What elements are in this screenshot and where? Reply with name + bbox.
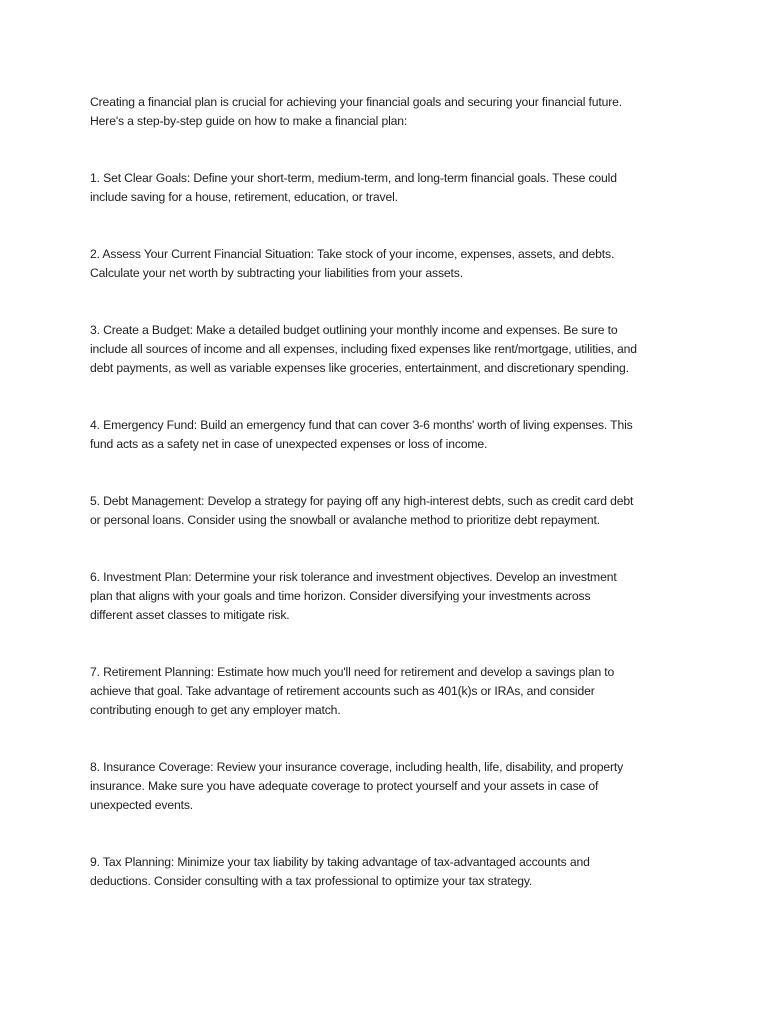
paragraph-line: Here's a step-by-step guide on how to make a financial plan:: [90, 114, 408, 128]
step-paragraph-2: [90, 245, 690, 283]
paragraph-line: different asset classes to mitigate risk.: [90, 608, 290, 622]
step-paragraph-1: [90, 169, 690, 207]
step-paragraph-5: [90, 492, 690, 530]
step-paragraph-8: [90, 758, 690, 815]
paragraph-line: 8. Insurance Coverage: Review your insurance coverage, including health, life, disability, and property: [90, 760, 624, 774]
paragraph-line: Creating a financial plan is crucial for achieving your financial goals and securing your financial future.: [90, 95, 623, 109]
step-paragraph-7: [90, 663, 690, 720]
paragraph-line: achieve that goal. Take advantage of retirement accounts such as 401(k)s or IRAs, and consider: [90, 684, 595, 698]
paragraph-line: fund acts as a safety net in case of unexpected expenses or loss of income.: [90, 437, 488, 451]
paragraph-line: or personal loans. Consider using the snowball or avalanche method to prioritize debt repayment.: [90, 513, 600, 527]
paragraph-line: 5. Debt Management: Develop a strategy for paying off any high-interest debts, such as credit card debt: [90, 494, 634, 508]
step-paragraph-9: [90, 853, 690, 891]
paragraph-line: 7. Retirement Planning: Estimate how much you'll need for retirement and develop a savings plan to: [90, 665, 615, 679]
intro-paragraph: [90, 93, 690, 131]
paragraph-line: contributing enough to get any employer match.: [90, 703, 341, 717]
paragraph-line: deductions. Consider consulting with a tax professional to optimize your tax strategy.: [90, 874, 533, 888]
paragraph-line: Calculate your net worth by subtracting your liabilities from your assets.: [90, 266, 463, 280]
paragraph-line: unexpected events.: [90, 798, 194, 812]
document-body: [90, 93, 690, 929]
paragraph-line: insurance. Make sure you have adequate coverage to protect yourself and your assets in case of: [90, 779, 599, 793]
paragraph-line: 6. Investment Plan: Determine your risk tolerance and investment objectives. Develop an investment: [90, 570, 617, 584]
paragraph-line: 4. Emergency Fund: Build an emergency fund that can cover 3-6 months' worth of living expenses. This: [90, 418, 633, 432]
paragraph-line: include saving for a house, retirement, education, or travel.: [90, 190, 398, 204]
step-paragraph-4: [90, 416, 690, 454]
paragraph-line: debt payments, as well as variable expenses like groceries, entertainment, and discretionary spending.: [90, 361, 629, 375]
paragraph-line: 1. Set Clear Goals: Define your short-term, medium-term, and long-term financial goals. These could: [90, 171, 617, 185]
step-paragraph-3: [90, 321, 690, 378]
paragraph-line: plan that aligns with your goals and time horizon. Consider diversifying your investments across: [90, 589, 591, 603]
paragraph-line: 2. Assess Your Current Financial Situation: Take stock of your income, expenses, assets, and debts.: [90, 247, 615, 261]
paragraph-line: include all sources of income and all expenses, including fixed expenses like rent/mortgage, utilities, and: [90, 342, 637, 356]
paragraph-line: 3. Create a Budget: Make a detailed budget outlining your monthly income and expenses. Be sure to: [90, 323, 618, 337]
step-paragraph-6: [90, 568, 690, 625]
paragraph-line: 9. Tax Planning: Minimize your tax liability by taking advantage of tax-advantaged accounts and: [90, 855, 590, 869]
